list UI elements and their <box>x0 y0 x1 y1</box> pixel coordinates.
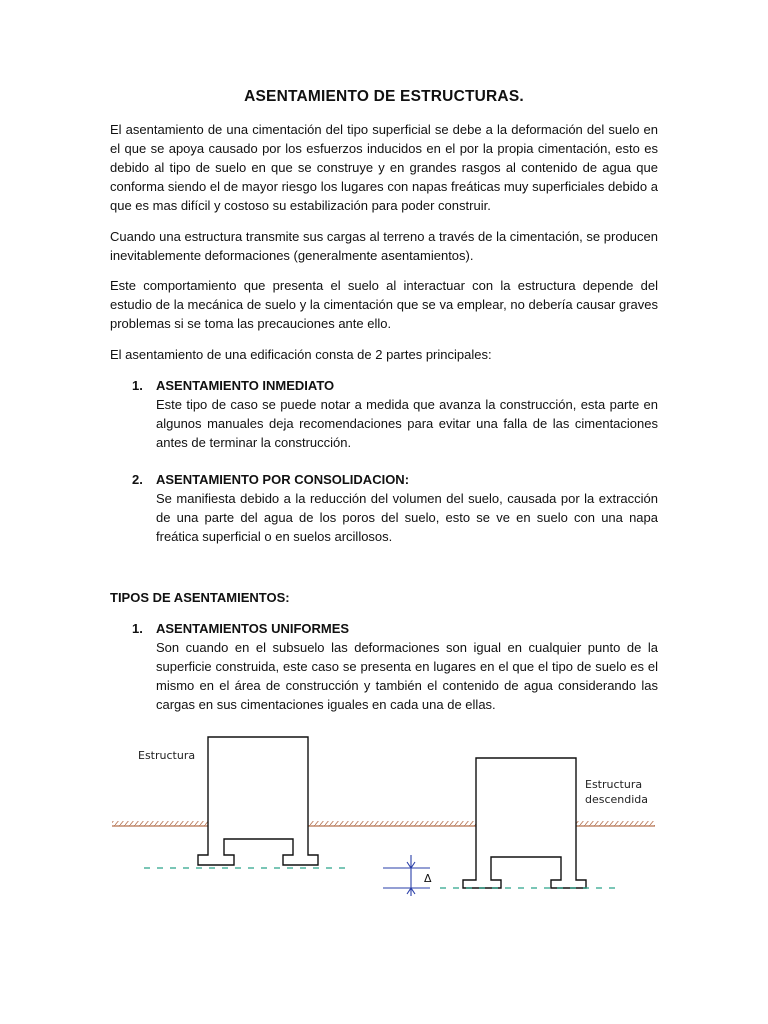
list-number: 1. <box>132 621 143 636</box>
list-body-immediate: Este tipo de caso se puede notar a medida que avanza la construcción, esta parte en algunos manuales deja recomendaciones para evitar una falla de las cimentaciones antes de terminar la construcción. <box>156 397 658 450</box>
label-estructura: Estructura <box>138 749 196 762</box>
label-estructura-descendida-2: descendida <box>585 793 649 806</box>
paragraph-behavior: Este comportamiento que presenta el suelo al interactuar con la estructura depende del estudio de la mecánica de suelo y la cimentación que se va emplear, no debería causar graves problemas si se toma las precauciones ante ello. <box>110 278 658 331</box>
structure-original <box>198 737 318 865</box>
list-body-consolidation: Se manifiesta debido a la reducción del volumen del suelo, causada por la extracción de una parte del agua de los poros del suelo, esto se ve en suelo con una napa freática superficial o en suelos arcillosos. <box>156 491 658 544</box>
list-body-uniform: Son cuando en el subsuelo las deformaciones son igual en cualquier punto de la superficie construida, este caso se presenta en lugares en el que el tipo de suelo es el mismo en el área de construcción y también el contenido de agua considerando las cargas en sus cimentaciones iguales en cada una de ellas. <box>156 640 658 712</box>
list-heading-uniform: ASENTAMIENTOS UNIFORMES <box>156 621 350 636</box>
list-number: 1. <box>132 378 143 393</box>
paragraph-intro: El asentamiento de una cimentación del tipo superficial se debe a la deformación del suelo en el que se apoya causado por los esfuerzos inducidos en el por la propia cimentación, esto es debido al tipo de suelo en que se construye y en grandes rasgos al contenido de agua que conforma siendo el de mayor riesgo los lugares con napas freáticas muy superficiales debido a que es mas difícil y costoso su estabilización para poder construir. <box>110 122 658 213</box>
list-heading-immediate: ASENTAMIENTO INMEDIATO <box>156 378 335 393</box>
structure-settled <box>463 758 586 888</box>
paragraph-parts-intro: El asentamiento de una edificación consta de 2 partes principales: <box>110 347 492 362</box>
list-number: 2. <box>132 472 143 487</box>
page-title: ASENTAMIENTO DE ESTRUCTURAS. <box>244 88 524 105</box>
section-heading-types: TIPOS DE ASENTAMIENTOS: <box>110 590 290 605</box>
paragraph-loads: Cuando una estructura transmite sus cargas al terreno a través de la cimentación, se producen inevitablemente deformaciones (generalmente asentamientos). <box>110 229 658 263</box>
settlement-dimension <box>383 855 430 896</box>
uniform-settlement-diagram <box>100 735 670 905</box>
list-heading-consolidation: ASENTAMIENTO POR CONSOLIDACION: <box>156 472 410 487</box>
label-estructura-descendida-1: Estructura <box>585 778 643 791</box>
delta-symbol: Δ <box>424 872 432 885</box>
